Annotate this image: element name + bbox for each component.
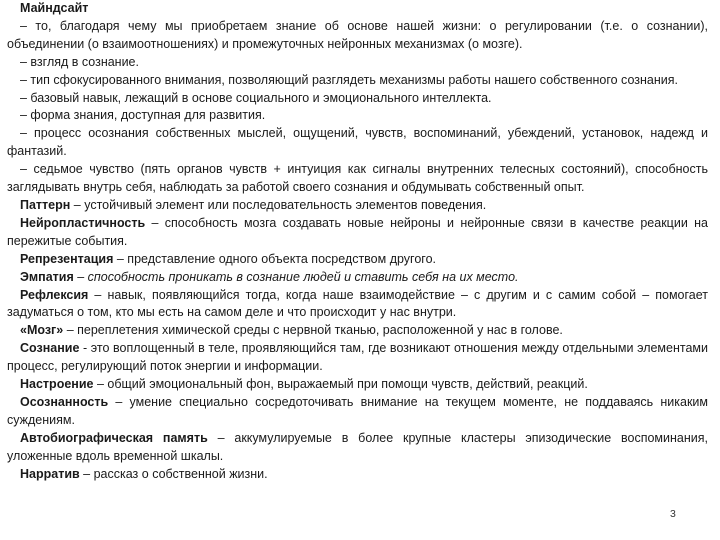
term-entry [7,215,708,251]
term-name: Паттерн [20,197,71,212]
mindsight-definition: – взгляд в сознание. [20,54,139,69]
heading-mindsight: Майндсайт [20,1,89,15]
term-name: Автобиографическая память [20,430,208,445]
term-definition: - это воплощенный в теле, проявляющийся там, где возникают отношения между отдельными элементами процесс, регулирующий поток энергии и информации. [7,341,708,374]
term-entry [7,251,708,269]
term-name: Нейропластичность [20,215,146,230]
mindsight-definition: – форма знания, доступная для развития. [20,108,266,123]
term-definition: – способность мозга создавать новые нейроны и нейронные связи в качестве реакции на пережитые события. [7,215,708,248]
term-entry [7,430,708,466]
term-name: Настроение [20,377,94,392]
term-definition: – рассказ о собственной жизни. [79,466,268,481]
term-entry [7,197,708,215]
term-name: «Мозг» [20,323,64,338]
term-entry [7,466,708,484]
mindsight-definition: – седьмое чувство (пять органов чувств + интуиция как сигналы внутренних телесных состояний), способность заглядывать внутрь себя, наблюдать за работой своего сознания и обдумывать собственный опыт. [7,162,708,195]
term-name: Осознанность [20,394,109,409]
term-name: Эмпатия [20,269,74,284]
term-definition: – навык, появляющийся тогда, когда наше взаимодействие – с другим и с самим собой – помогает задуматься о том, кто мы есть на самом деле и что происходит у нас внутри. [7,287,708,320]
term-definition: – способность проникать в сознание людей и ставить себя на их место. [73,269,519,284]
term-entry [7,322,708,340]
term-definition: – общий эмоциональный фон, выражаемый при помощи чувств, действий, реакций. [93,377,588,392]
document-body [7,0,708,483]
term-definition: – аккумулируемые в более крупные кластеры эпизодические воспоминания, уложенные вдоль временной шкалы. [7,430,708,463]
term-definition: – умение специально сосредоточивать внимание на текущем моменте, не поддаваясь никаким суждениям. [7,394,708,427]
term-entry [7,376,708,394]
term-entry [7,340,708,376]
term-definition: – представление одного объекта посредством другого. [113,251,436,266]
term-name: Нарратив [20,466,80,481]
term-name: Репрезентация [20,251,114,266]
term-entry [7,394,708,430]
mindsight-definition: – процесс осознания собственных мыслей, ощущений, чувств, воспоминаний, убеждений, установок, надежд и фантазий. [7,126,708,159]
page-number: 3 [670,508,676,520]
term-name: Сознание [20,341,80,356]
term-name: Рефлексия [20,287,89,302]
mindsight-definition: – тип сфокусированного внимания, позволяющий разглядеть механизмы работы нашего собственного сознания. [20,72,678,87]
mindsight-definition: – то, благодаря чему мы приобретаем знание об основе нашей жизни: о регулировании (т.е. о сознании), объединении (о взаимоотношениях) и промежуточных нейронных механизмах (о мозге). [7,18,708,51]
term-definition: – переплетения химической среды с нервной тканью, расположенной у нас в голове. [63,323,563,338]
mindsight-definition: – базовый навык, лежащий в основе социального и эмоционального интеллекта. [20,90,492,105]
term-entry [7,287,708,323]
term-definition: – устойчивый элемент или последовательность элементов поведения. [70,197,487,212]
term-entry [7,269,708,287]
